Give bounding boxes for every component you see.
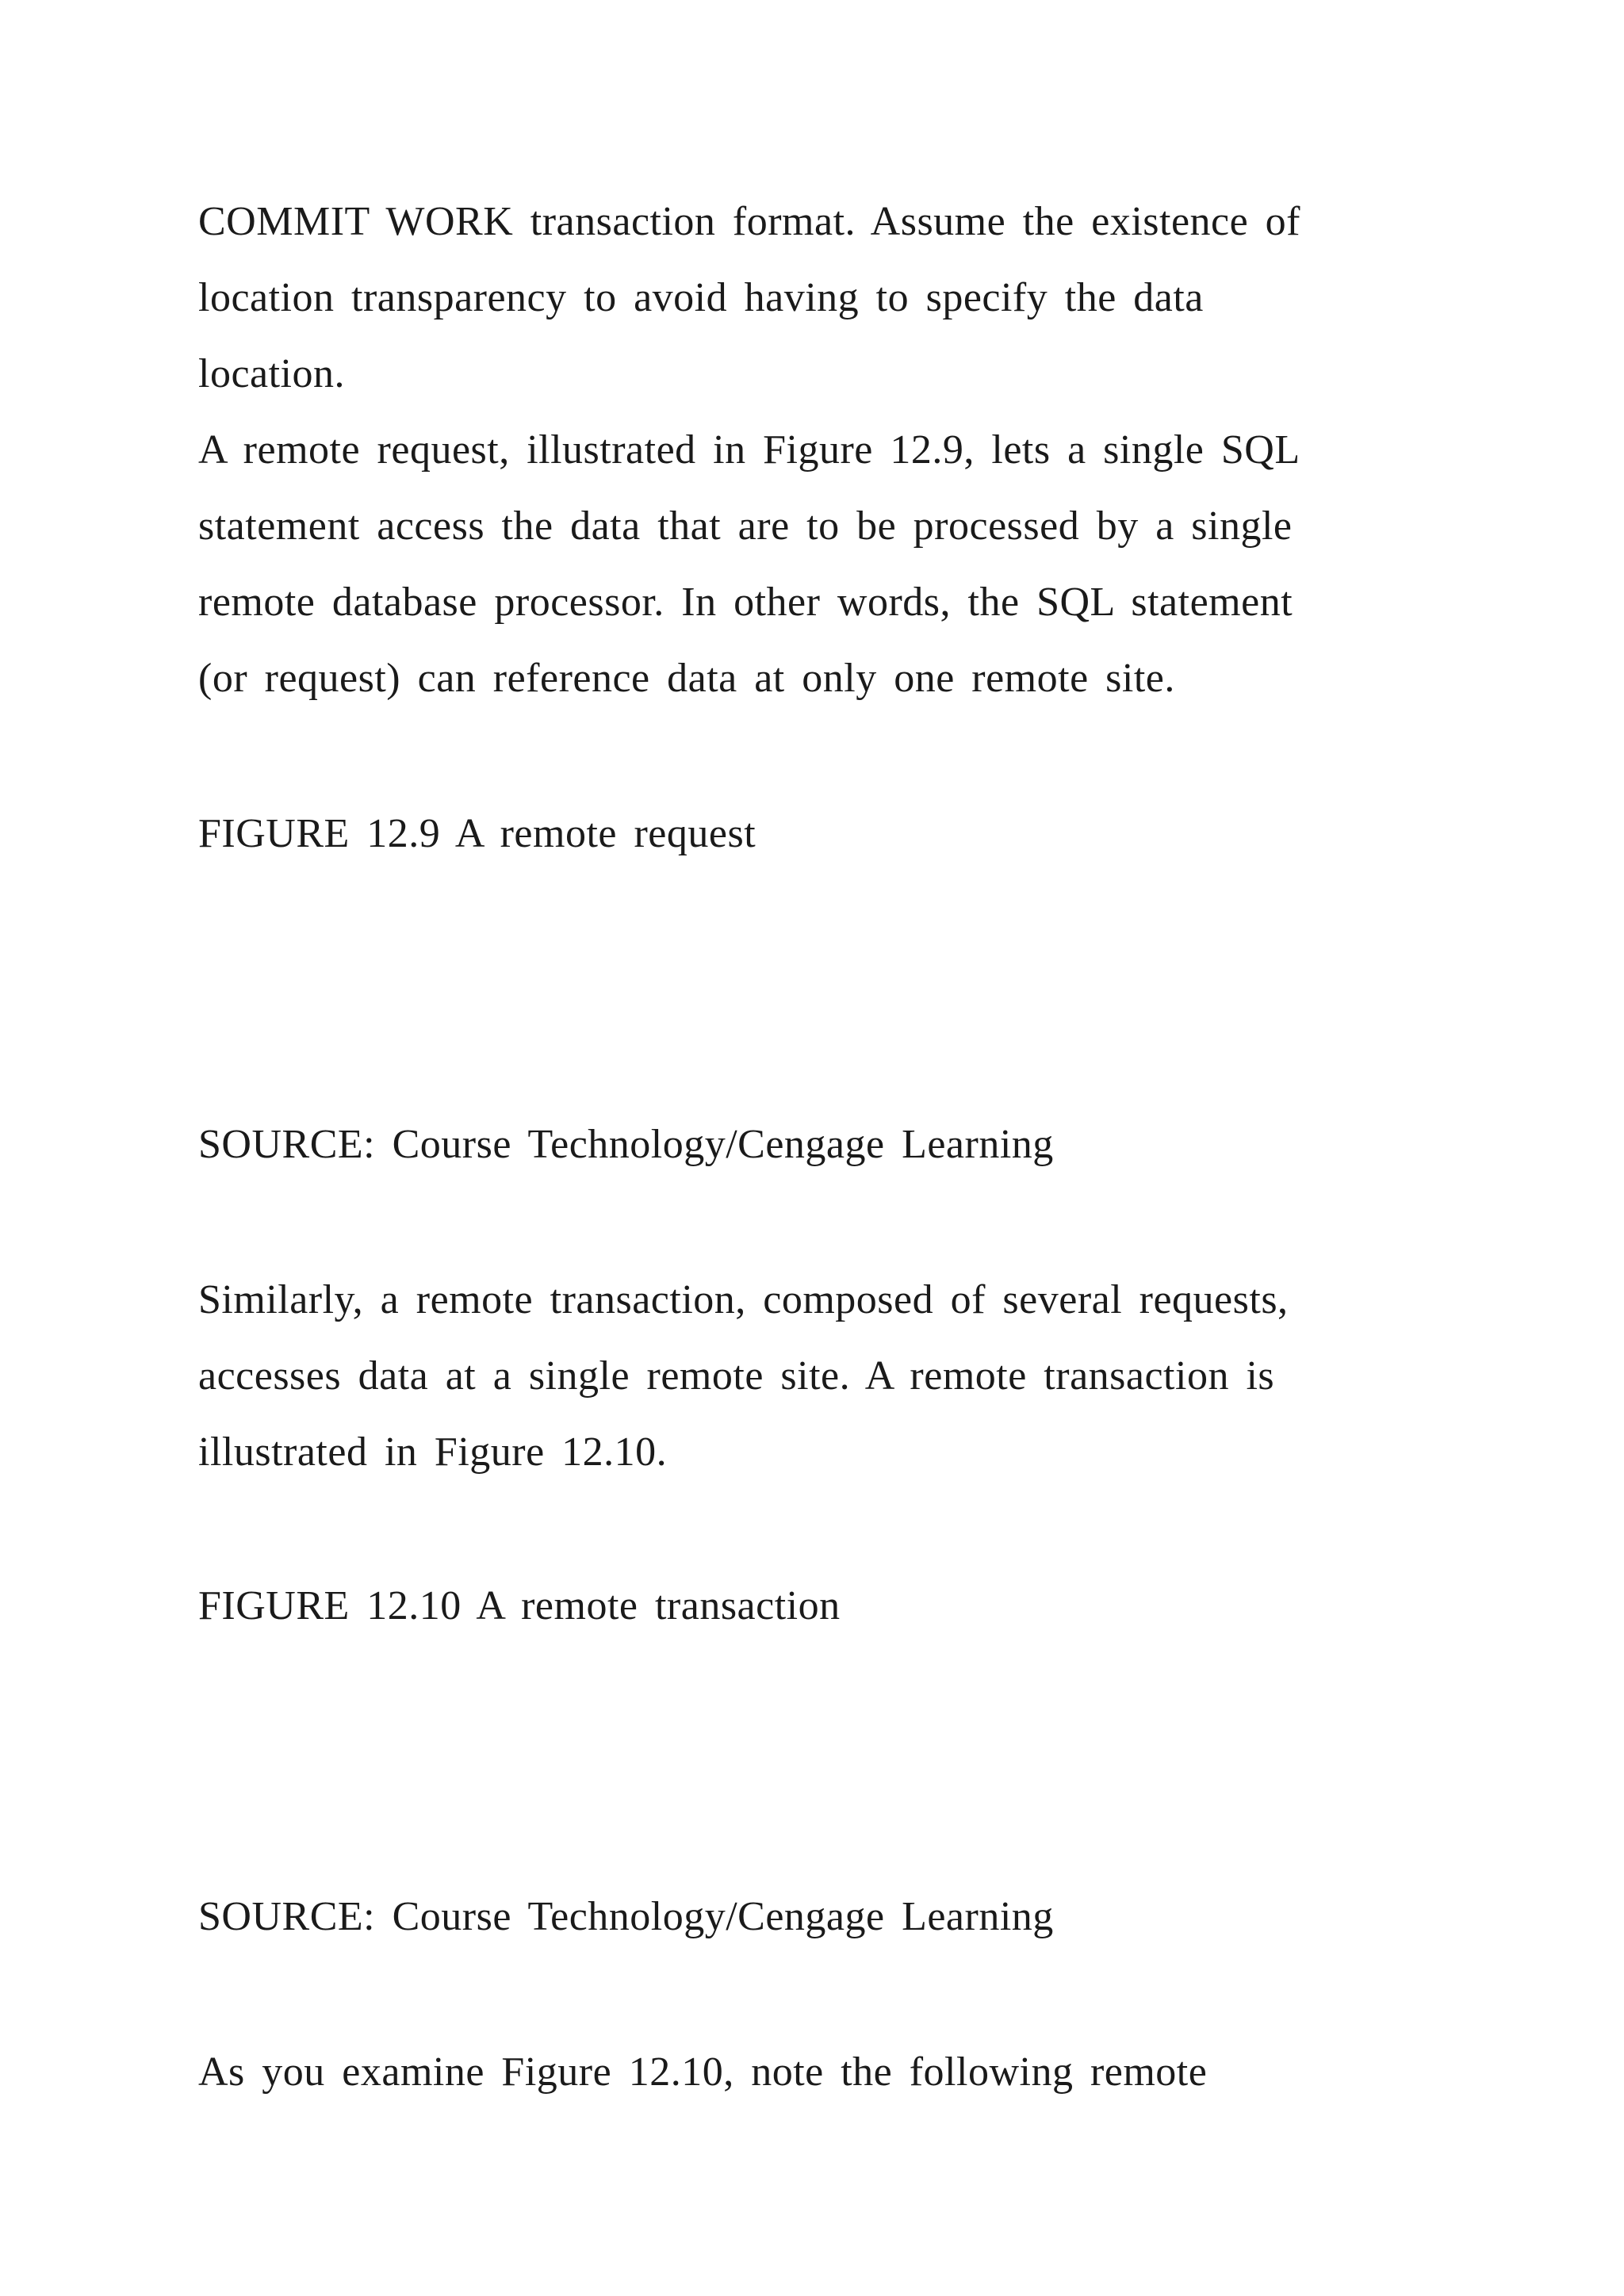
figure-source: SOURCE: Course Technology/Cengage Learning — [198, 1894, 1054, 1939]
body-text-line: COMMIT WORK transaction format. Assume the existence of — [198, 199, 1300, 244]
figure-caption: FIGURE 12.9 A remote request — [198, 811, 756, 856]
body-text-line: location. — [198, 351, 346, 396]
body-text-line: (or request) can reference data at only one remote site. — [198, 656, 1175, 701]
body-text-line: location transparency to avoid having to specify the data — [198, 275, 1204, 320]
body-text-line: As you examine Figure 12.10, note the following remote — [198, 2049, 1208, 2095]
body-text-line: statement access the data that are to be processed by a single — [198, 503, 1293, 549]
figure-source: SOURCE: Course Technology/Cengage Learning — [198, 1122, 1054, 1167]
body-text-line: Similarly, a remote transaction, composed of several requests, — [198, 1277, 1289, 1322]
figure-caption: FIGURE 12.10 A remote transaction — [198, 1583, 841, 1628]
body-text-line: A remote request, illustrated in Figure 12.9, lets a single SQL — [198, 427, 1300, 473]
body-text-line: remote database processor. In other words, the SQL statement — [198, 580, 1293, 625]
body-text-line: accesses data at a single remote site. A remote transaction is — [198, 1353, 1275, 1399]
body-text-line: illustrated in Figure 12.10. — [198, 1429, 668, 1475]
